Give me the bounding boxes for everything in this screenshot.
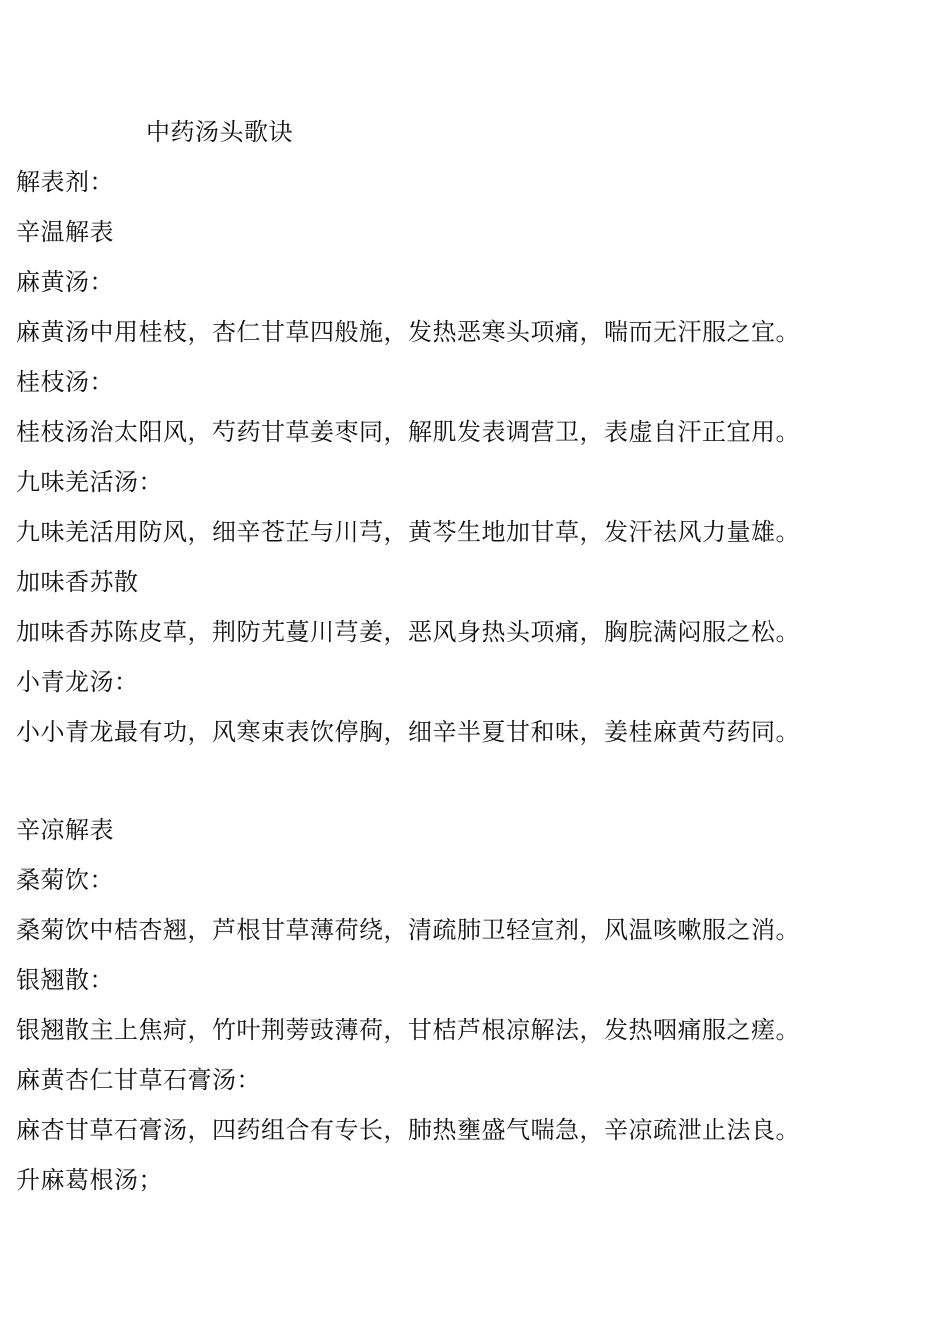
formula-name: 银翘散： [16, 966, 114, 994]
formula-verse: 九味羌活用防风，细辛苍芷与川芎，黄芩生地加甘草，发汗祛风力量雄。 [16, 518, 800, 546]
formula-name: 九味羌活汤： [16, 468, 163, 496]
formula-name: 小青龙汤： [16, 668, 139, 696]
formula-verse: 桂枝汤治太阳风，芍药甘草姜枣同，解肌发表调营卫，表虚自汗正宜用。 [16, 418, 800, 446]
document-title: 中药汤头歌诀 [146, 118, 293, 146]
formula-name: 桑菊饮： [16, 866, 114, 894]
formula-name: 加味香苏散 [16, 568, 139, 596]
formula-verse: 麻杏甘草石膏汤，四药组合有专长，肺热壅盛气喘急，辛凉疏泄止法良。 [16, 1116, 800, 1144]
formula-verse: 加味香苏陈皮草，荆防艽蔓川芎姜，恶风身热头项痛，胸脘满闷服之松。 [16, 618, 800, 646]
formula-verse: 小小青龙最有功，风寒束表饮停胸，细辛半夏甘和味，姜桂麻黄芍药同。 [16, 718, 800, 746]
section-heading-warm: 辛温解表 [16, 218, 114, 246]
formula-verse: 麻黄汤中用桂枝，杏仁甘草四般施，发热恶寒头项痛，喘而无汗服之宜。 [16, 318, 800, 346]
formula-name: 麻黄汤： [16, 268, 114, 296]
formula-name: 升麻葛根汤； [16, 1166, 163, 1194]
formula-name: 麻黄杏仁甘草石膏汤： [16, 1066, 261, 1094]
formula-verse: 银翘散主上焦疴，竹叶荆蒡豉薄荷，甘桔芦根凉解法，发热咽痛服之瘥。 [16, 1016, 800, 1044]
category-heading: 解表剂： [16, 168, 114, 196]
section-heading-cool: 辛凉解表 [16, 816, 114, 844]
formula-name: 桂枝汤： [16, 368, 114, 396]
formula-verse: 桑菊饮中桔杏翘，芦根甘草薄荷绕，清疏肺卫轻宣剂，风温咳嗽服之消。 [16, 916, 800, 944]
